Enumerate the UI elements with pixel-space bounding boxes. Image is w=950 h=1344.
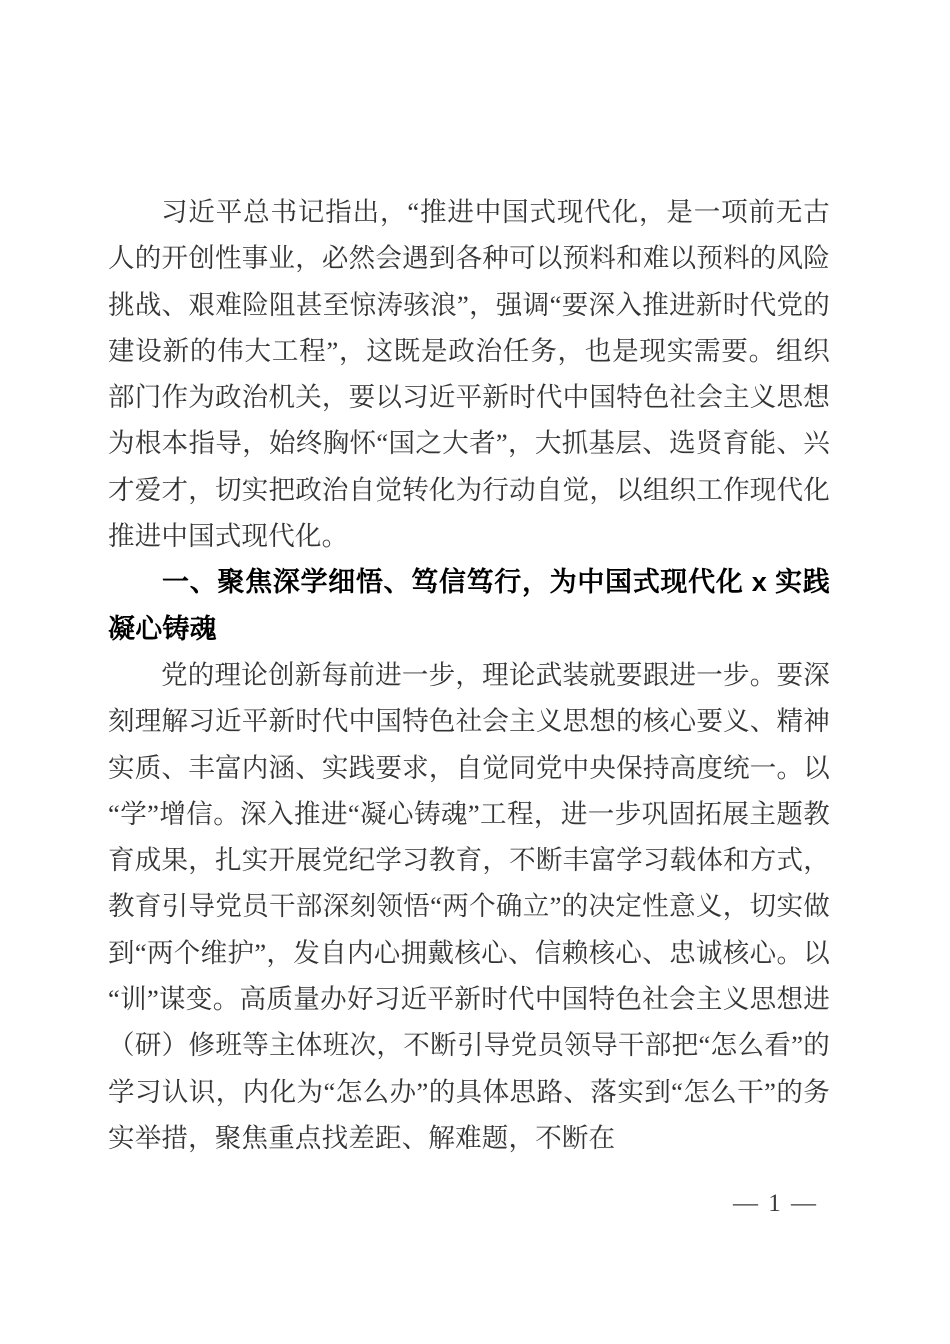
page-number: — 1 — (733, 1190, 818, 1217)
body-paragraph-1: 习近平总书记指出，“推进中国式现代化，是一项前无古人的开创性事业，必然会遇到各种可以预料和难以预料的风险挑战、艰难险阻甚至惊涛骇浪”，强调“要深入推进新时代党的建设新的伟大工程”，这既是政治任务，也是现实需要。组织部门作为政治机关，要以习近平新时代中国特色社会主义思想为根本指导，始终胸怀“国之大者”，大抓基层、选贤育能、兴才爱才，切实把政治自觉转化为行动自觉，以组织工作现代化推进中国式现代化。 (108, 197, 830, 552)
document-body (108, 189, 830, 1161)
body-paragraph-2: 党的理论创新每前进一步，理论武装就要跟进一步。要深刻理解习近平新时代中国特色社会主义思想的核心要义、精神实质、丰富内涵、实践要求，自觉同党中央保持高度统一。以“学”增信。深入推进“凝心铸魂”工程，进一步巩固拓展主题教育成果，扎实开展党纪学习教育，不断丰富学习载体和方式，教育引导党员干部深刻领悟“两个确立”的决定性意义，切实做到“两个维护”，发自内心拥戴核心、信赖核心、忠诚核心。以“训”谋变。高质量办好习近平新时代中国特色社会主义思想进（研）修班等主体班次，不断引导党员领导干部把“怎么看”的学习认识，内化为“怎么办”的具体思路、落实到“怎么干”的务实举措，聚焦重点找差距、解难题，不断在 (108, 659, 830, 1153)
section-1-heading: 一、聚焦深学细悟、笃信笃行，为中国式现代化 x 实践凝心铸魂 (108, 567, 830, 644)
